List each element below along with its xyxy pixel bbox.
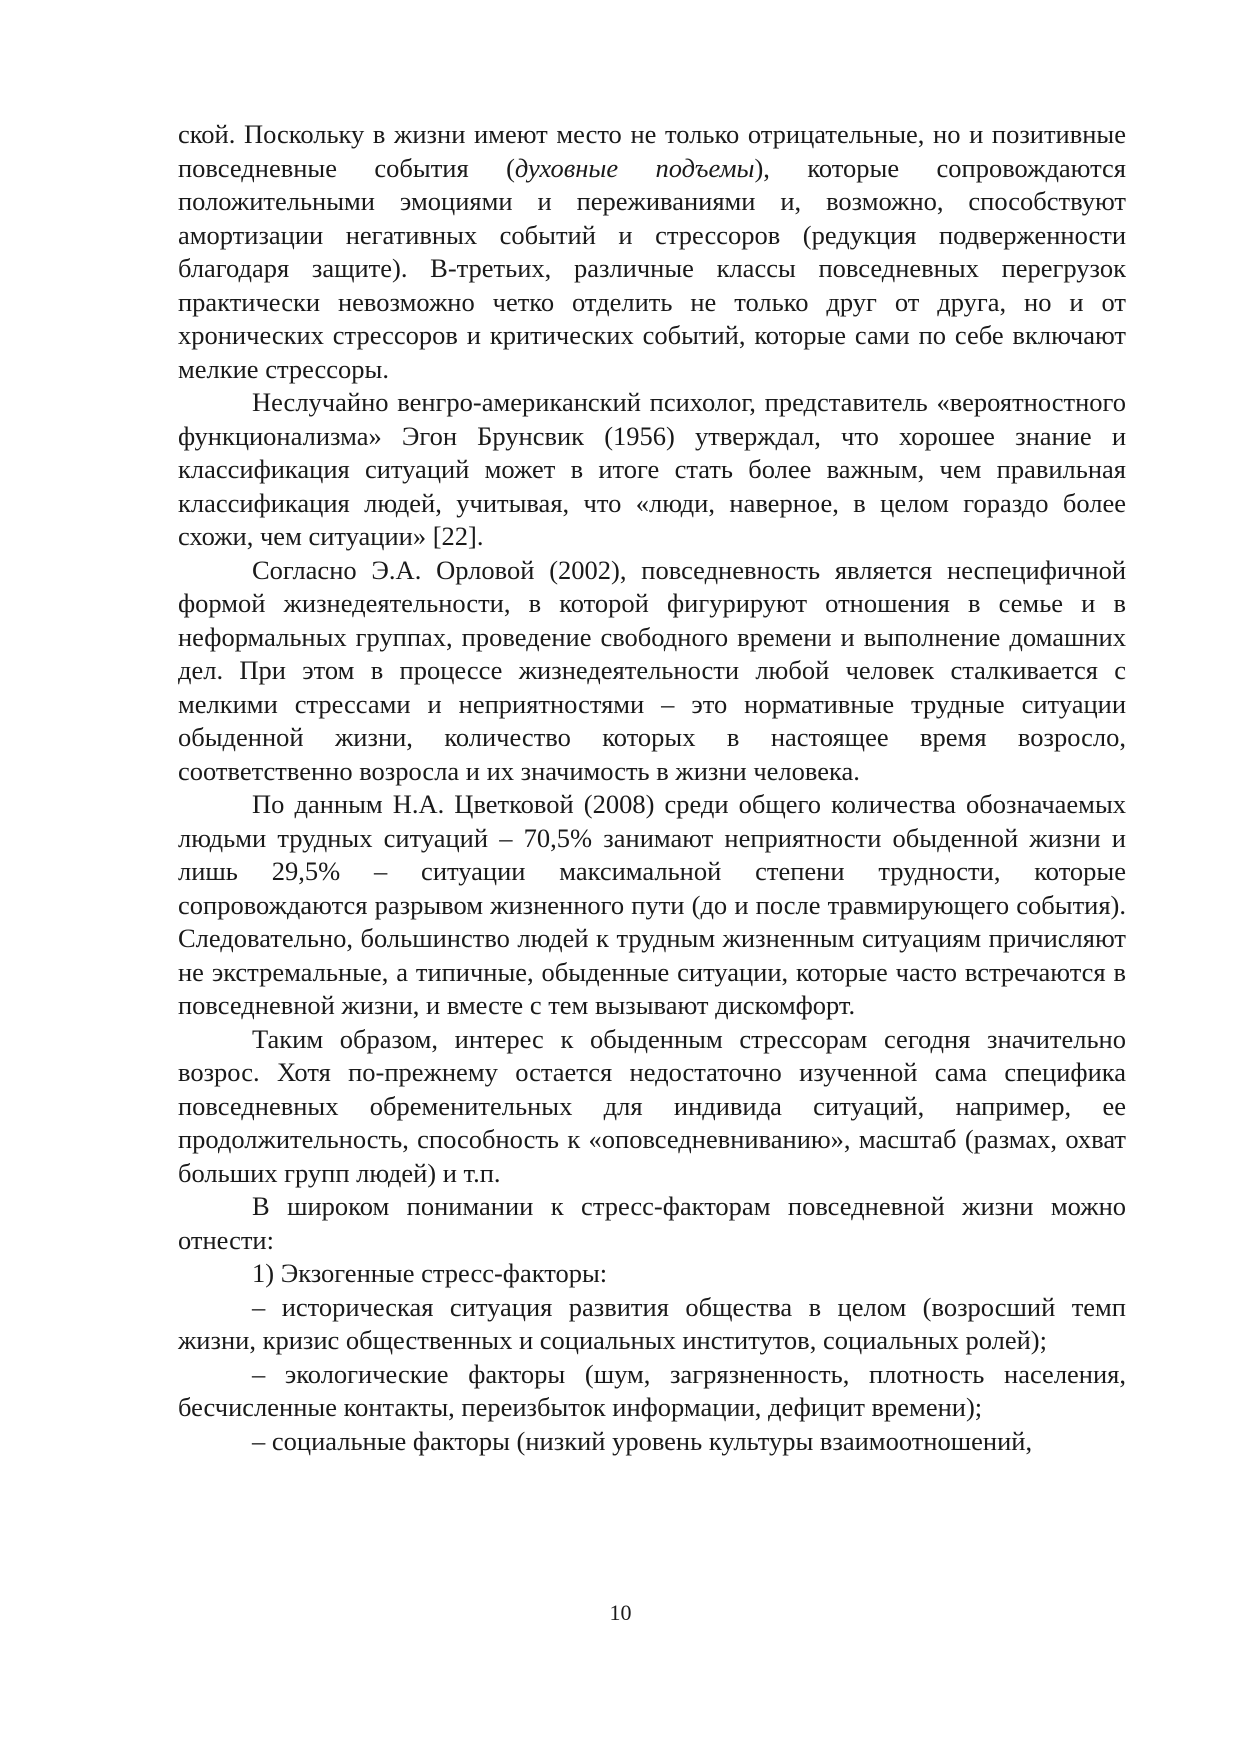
paragraph-6: В широком понимании к стресс-факторам повседневной жизни можно отнести: [178, 1191, 1126, 1255]
list-heading-exogenous: 1) Экзогенные стресс-факторы: [252, 1258, 608, 1288]
paragraph-3: Согласно Э.А. Орловой (2002), повседневность является неспецифичной формой жизнедеятельности, в которой фигурируют отношения в семье и в неформальных группах, проведение свободного времени и выполнение домашних дел. При этом в процессе жизнедеятельности любой человек сталкивается с мелкими стрессами и неприятностями – это нормативные трудные ситуации обыденной жизни, количество которых в настоящее время возросло, соответственно возросла и их значимость в жизни человека. [178, 554, 1126, 786]
list-item-social: – социальные факторы (низкий уровень культуры взаимоотношений, [252, 1425, 1033, 1456]
paragraph-4: По данным Н.А. Цветковой (2008) среди общего количества обозначаемых людьми трудных ситуаций – 70,5% занимают неприятности обыденной жизни и лишь 29,5% – ситуации максимальной степени трудности, которые сопровождаются разрывом жизненного пути (до и после травмирующего события). Следовательно, большинство людей к трудным жизненным ситуациям причисляют не экстремальные, а типичные, обыденные ситуации, которые часто встречаются в повседневной жизни, и вместе с тем вызывают дискомфорт. [178, 789, 1126, 1020]
list-item-ecological: – экологические факторы (шум, загрязненность, плотность населения, бесчисленные контакты, переизбыток информации, дефицит времени); [178, 1358, 1126, 1422]
paragraph-1-before: ской. Поскольку в жизни имеют место не только отрицательные, но и позитивные повседневные события ( [178, 119, 1126, 183]
paragraph-1 [178, 118, 1126, 386]
list-item-historical: – историческая ситуация развития общества в целом (возросший темп жизни, кризис общественных и социальных институтов, социальных ролей); [178, 1291, 1126, 1355]
paragraph-5: Таким образом, интерес к обыденным стрессорам сегодня значительно возрос. Хотя по-прежнему остается недостаточно изученной сама специфика повседневных обременительных для индивида ситуаций, например, ее продолжительность, способность к «оповседневниванию», масштаб (размах, охват больших групп людей) и т.п. [178, 1023, 1126, 1188]
paragraph-1-emphasis: духовные подъемы [514, 152, 755, 183]
paragraph-2: Неслучайно венгро-американский психолог, представитель «вероятностного функционализма» Эгон Брунсвик (1956) утверждал, что хорошее знание и классификация ситуаций может в итоге стать более важным, чем правильная классификация людей, учитывая, что «люди, наверное, в целом гораздо более схожи, чем ситуации» [22]. [178, 387, 1126, 551]
body-text [178, 118, 1126, 1458]
page-number: 10 [609, 1600, 632, 1625]
paragraph-1-after: ), которые сопровождаются положительными эмоциями и переживаниями и, возможно, способствуют амортизации негативных событий и стрессоров (редукция подверженности благодаря защите). В-третьих, различные классы повседневных перегрузок практически невозможно четко отделить не только друг от друга, но и от хронических стрессоров и критических событий, которые сами по себе включают мелкие стрессоры. [178, 152, 1126, 384]
